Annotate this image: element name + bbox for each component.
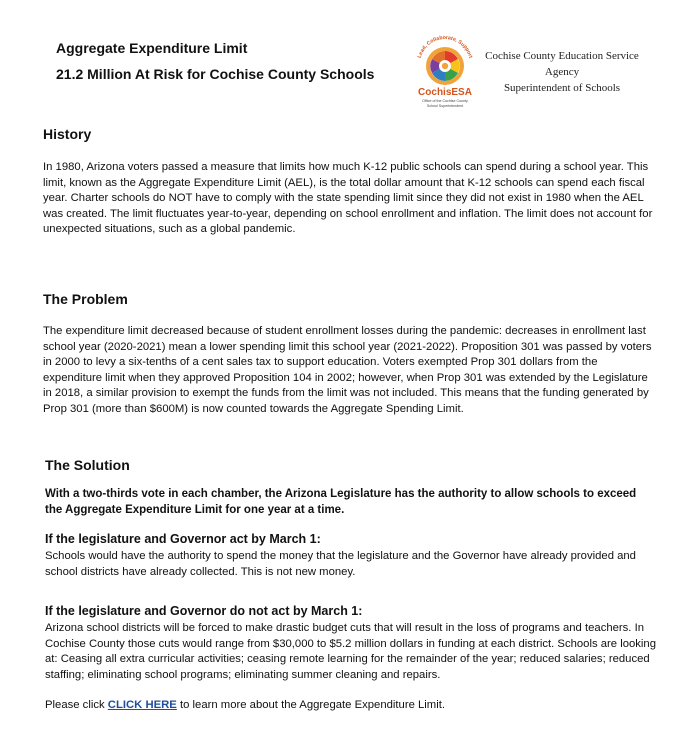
document-title: Aggregate Expenditure Limit <box>56 40 248 56</box>
document-subtitle: 21.2 Million At Risk for Cochise County Schools <box>56 66 375 82</box>
act-heading: If the legislature and Governor act by March 1: <box>45 532 321 546</box>
act-paragraph: Schools would have the authority to spend the money that the legislature and the Governor have already provided and school districts have already collected. This is not new money. <box>45 550 636 578</box>
logo-subtext-line1: Office of the Cochise County <box>422 99 468 103</box>
cochisesa-logo <box>410 28 480 112</box>
footer-note <box>45 698 657 714</box>
agency-name: Cochise County Education Service Agency <box>485 50 639 78</box>
footer-text-before: Please click <box>45 699 108 711</box>
logo-subtext-line2: School Superintendent <box>426 104 464 108</box>
logo-arc-text: Lead, Collaborate, Support <box>416 34 474 59</box>
problem-heading: The Problem <box>43 291 128 307</box>
not-act-paragraph: Arizona school districts will be forced to make drastic budget cuts that will result in the loss of programs and teachers. In Cochise County those cuts would range from $30,000 to $5.2 million dollars in funding at each district. Schools are looking at: Ceasing all extra curricular activities; ceasing remote learning for the remainder of the year; reduced salaries; reduced staffing; eliminating school programs; eliminating summer cleaning and repairs. <box>45 622 657 681</box>
agency-office: Superintendent of Schools <box>503 82 621 94</box>
footer-text-after: to learn more about the Aggregate Expenditure Limit. <box>176 699 445 711</box>
history-paragraph: In 1980, Arizona voters passed a measure that limits how much K-12 public schools can spend during a school year. This limit, known as the Aggregate Expenditure Limit (AEL), is the total dollar amount that K-12 schools can spend each fiscal year. Charter schools do NOT have to comply with the state spending limit since they did not exist in 1980 when the AEL was created. The limit fluctuates year-to-year, depending on school enrollment and inflation. The limit does not account for unexpected situations, such as a global pandemic. <box>43 161 653 235</box>
solution-heading: The Solution <box>45 457 130 473</box>
agency-block <box>478 48 646 96</box>
problem-paragraph: The expenditure limit decreased because of student enrollment losses during the pandemic: decreases in enrollment last school year (2020-2021) mean a lower spending limit this school year (2021-2022). Proposition 301 was passed by voters in 2000 to levy a six-tenths of a cent sales tax to support education. Voters exempted Prop 301 dollars from the expenditure limit when they approved Proposition 104 in 2002; however, when Prop 301 was extended by the Legislature in 2018, a similar provision to exempt the funds from the limit was not included. This means that the funding generated by Prop 301 (more than $600M) is now counted towards the Aggregate Spending Limit. <box>43 325 652 415</box>
logo-name: CochisESA <box>418 87 472 98</box>
document-header <box>0 0 690 120</box>
solution-intro: With a two-thirds vote in each chamber, the Arizona Legislature has the authority to allow schools to exceed the Aggregate Expenditure Limit for one year at a time. <box>45 488 637 516</box>
not-act-heading: If the legislature and Governor do not act by March 1: <box>45 604 363 618</box>
learn-more-link[interactable]: CLICK HERE <box>107 699 177 711</box>
history-heading: History <box>43 126 92 142</box>
